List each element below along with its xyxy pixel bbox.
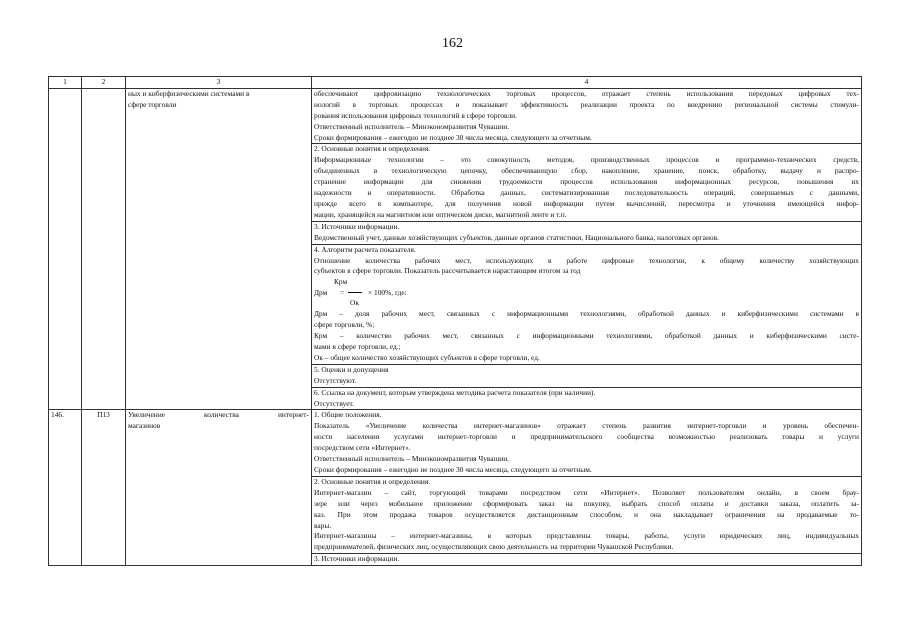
row2-title (126, 410, 312, 566)
row2-description (312, 410, 862, 566)
text-line: странение информации для снижения трудоемкости процессов использования информационных ресурсов, повышения их (314, 177, 859, 187)
table-header-row (49, 77, 862, 89)
text-line: Ведомственный учет, данные хозяйствующих субъектов, данные органов статистики, Национального банка, налоговых органов. (314, 232, 719, 242)
text-line: Сроки формирования – ежегодно не позднее 30 числа месяца, следующего за отчетным. (314, 132, 592, 142)
text-line: Отношение количества рабочих мест, использующих в работе цифровые технологии, к общему количеству хозяйствующих (314, 255, 859, 265)
formula-tail: × 100%, где: (368, 288, 407, 298)
text-line: 6. Ссылка на документ, которым утверждена методика расчета показателя (при наличии). (314, 387, 596, 397)
text-line: надежности и оперативности. Обработка данных, систематизированная последовательность операций, совершаемых с данными, (314, 188, 859, 198)
text-line: 4. Алгоритм расчета показателя. (314, 244, 416, 254)
text-line: зере или через мобильное приложение сформировать заказ на покупку, выбрать способ оплаты и доставки заказа, оплатить за- (314, 498, 859, 508)
row1-title-line: сфере торговли (128, 99, 177, 109)
fraction-bar (348, 292, 362, 293)
formula (314, 277, 859, 309)
formula-numerator: Крм (334, 277, 348, 287)
row1-description (312, 88, 862, 410)
text-line: 5. Оценки и допущения (314, 364, 389, 374)
text-line: мации, хранящейся на магнитном или оптическом диске, магнитной ленте и т.п. (314, 209, 567, 219)
section-general (312, 89, 861, 145)
table-row (49, 410, 862, 566)
row2-num: 146. (49, 410, 82, 566)
table-row (49, 88, 862, 410)
section-sources (312, 554, 861, 565)
row1-num (49, 88, 82, 410)
section-definitions (312, 477, 861, 554)
formula-denominator: Ок (350, 298, 359, 308)
section-algorithm (312, 245, 861, 365)
text-line: 2. Основные понятия и определения. (314, 144, 431, 154)
header-col-2: 2 (82, 77, 126, 89)
text-line: 3. Источники информации. (314, 221, 400, 231)
text-line: Интернет-магазины – интернет-магазины, в которых представлены товары, работы, услуги юридических лиц, индивидуальных (314, 531, 859, 541)
text-line: Интернет-магазин – сайт, торгующий товарами посредством сети «Интернет». Позволяет пользователям онлайн, в своем брау- (314, 487, 859, 497)
formula-result: Дрм (314, 288, 328, 298)
header-col-4: 4 (312, 77, 862, 89)
page-number: 162 (442, 36, 463, 51)
section-sources (312, 222, 861, 245)
section-reference (312, 388, 861, 410)
row2-title-line: Увеличение количества интернет- (128, 410, 309, 420)
section-definitions (312, 144, 861, 221)
text-line: Отсутствуют. (314, 375, 357, 385)
text-line: Сроки формирования – ежегодно не позднее 30 числа месяца, следующего за отчетным. (314, 465, 592, 474)
row1-title (126, 88, 312, 410)
header-col-1: 1 (49, 77, 82, 89)
text-line: объединенных в технологическую цепочку, обеспечивающую сбор, накопление, хранение, поиск, обработку, выдачу и распро- (314, 166, 859, 176)
text-line: Информационные технологии – это совокупность методов, производственных процессов и программно-технических средств, (314, 155, 859, 165)
text-line: вары. (314, 520, 332, 530)
text-line: ности населения услугами интернет-торговли и предпринимательского сообщества возможностью реализовать товары и услуги (314, 432, 859, 442)
header-col-3: 3 (126, 77, 312, 89)
section-assumptions (312, 365, 861, 388)
section-general (312, 410, 861, 476)
text-line: 1. Общие положения. (314, 410, 382, 420)
text-line: посредством сети «Интернет». (314, 443, 411, 453)
row2-code: П13 (82, 410, 126, 566)
text-line: обеспечивают цифровизацию технологических торговых процессов, отражает степень использования передовых цифровых тех- (314, 88, 859, 98)
definition-line: мами в сфере торговли, ед.; (314, 342, 401, 352)
definition-line: Дрм – доля рабочих мест, связанных с информационными технологиями, обработкой данных и киберфизическими системами в (314, 309, 859, 319)
indicator-table (48, 76, 862, 566)
definition-line: сфере торговли, %; (314, 320, 375, 330)
text-line: рования использования цифровых технологий в сфере торговли. (314, 110, 517, 120)
formula-equals: = (340, 288, 345, 298)
text-line: Показатель «Увеличение количества интернет-магазинов» отражает степень развития интернет-торговли и уровень обеспечен- (314, 421, 859, 431)
text-line: предпринимателей, физических лиц, осуществляющих свою деятельность на территории Чувашской Республики. (314, 542, 674, 552)
text-line: Отсутствует. (314, 398, 355, 408)
text-line: Ответственный исполнитель – Минэкономразвития Чувашии. (314, 121, 510, 131)
text-line: каз. При этом продажа товаров осуществляется дистанционным способом, и она накладывает ограничения на продаваемые то- (314, 509, 859, 519)
row2-title-line: магазинов (128, 421, 161, 431)
definition-line: Ок – общее количество хозяйствующих субъектов в сфере торговли, ед. (314, 352, 540, 362)
text-line: 3. Источники информации. (314, 554, 400, 564)
text-line: прежде всего в компьютере, для получения новой информации путем вычислений, пересмотра и уточнения имеющейся инфор- (314, 198, 859, 208)
text-line: Ответственный исполнитель – Минэкономразвития Чувашии. (314, 454, 510, 464)
definition-line: Крм – количество рабочих мест, связанных с информационными технологиями, обработкой данных и киберфизическими систе- (314, 331, 859, 341)
text-line: 2. Основные понятия и определения. (314, 476, 431, 486)
row1-title-line: ных и киберфизическими системами в (128, 88, 250, 98)
text-line: нологий в торговых процессах и показывает эффективность реализации проекта по внедрению региональной системы стимули- (314, 99, 859, 109)
row1-code (82, 88, 126, 410)
text-line: субъектов в сфере торговли. Показатель рассчитывается нарастающим итогом за год (314, 266, 581, 276)
